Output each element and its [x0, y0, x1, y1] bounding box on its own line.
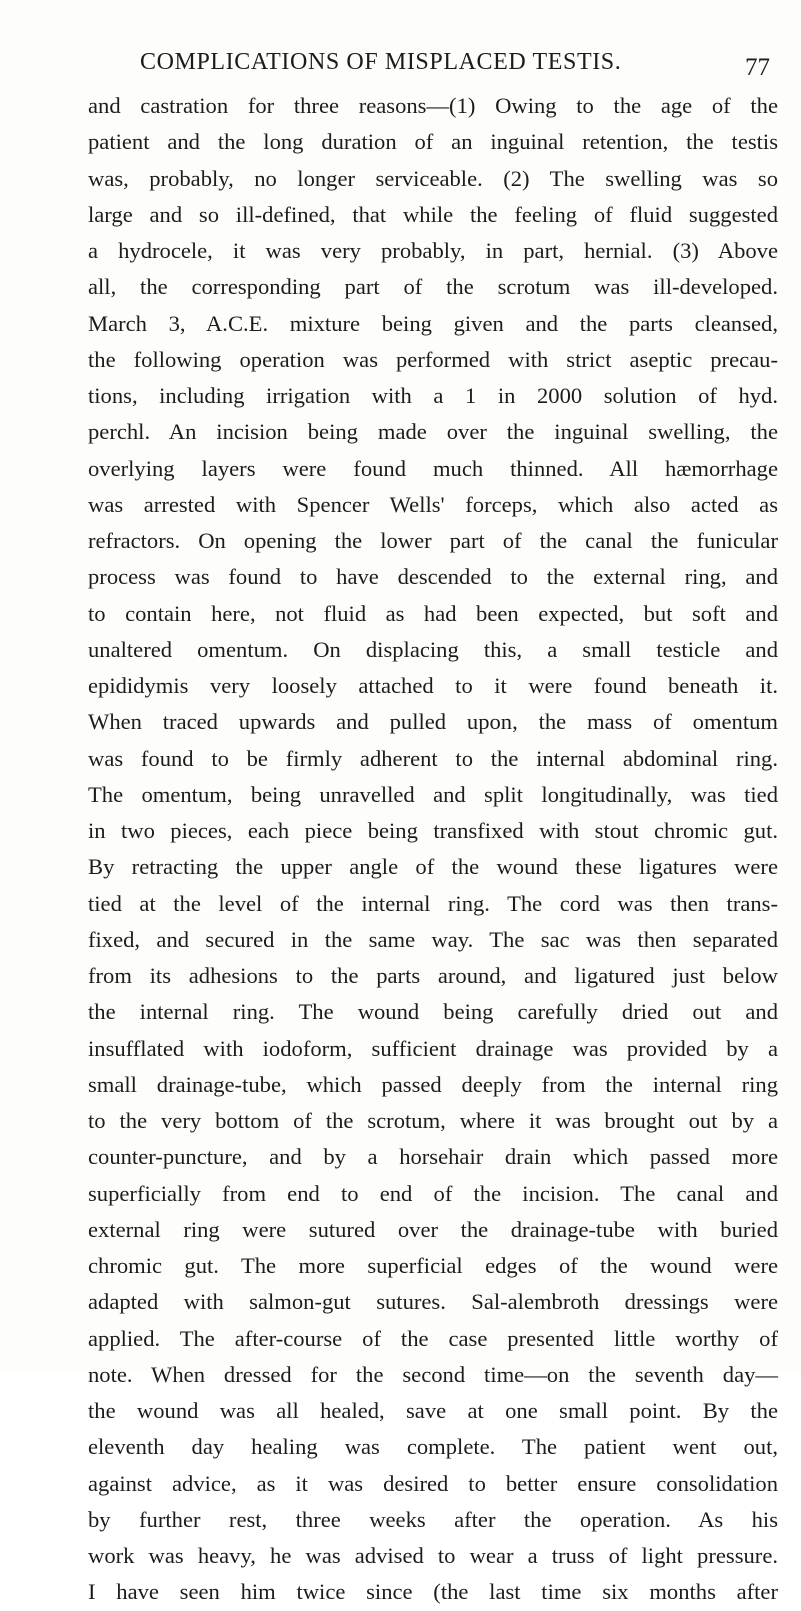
text-line: epididymis very loosely attached to it were found beneath it.: [88, 673, 778, 698]
text-line: small drainage-tube, which passed deeply from the internal ring: [88, 1071, 778, 1097]
text-line: the wound was all healed, save at one small point. By the: [88, 1398, 778, 1423]
text-line: fixed, and secured in the same way. The sac was then separated: [88, 926, 778, 952]
text-line: the internal ring. The wound being carefully dried out and: [88, 999, 778, 1025]
text-line: superficially from end to end of the incision. The canal and: [88, 1180, 778, 1206]
text-line: by further rest, three weeks after the operation. As his: [88, 1506, 778, 1532]
text-line: to contain here, not fluid as had been expected, but soft and: [88, 600, 778, 626]
text-line: and castration for three reasons—(1) Owing to the age of the: [88, 93, 778, 118]
text-line: the following operation was performed with strict aseptic precau-: [88, 346, 778, 372]
text-line: When traced upwards and pulled upon, the mass of omentum: [88, 709, 778, 735]
text-line: external ring were sutured over the drainage-tube with buried: [88, 1216, 778, 1242]
text-line: was arrested with Spencer Wells' forceps, which also acted as: [88, 491, 778, 517]
text-line: note. When dressed for the second time—on the seventh day—: [88, 1361, 778, 1387]
text-line: overlying layers were found much thinned. All hæmorrhage: [88, 455, 778, 481]
text-line: unaltered omentum. On displacing this, a small testicle and: [88, 636, 778, 662]
text-line: to the very bottom of the scrotum, where it was brought out by a: [88, 1108, 778, 1133]
text-line: insufflated with iodoform, sufficient drainage was provided by a: [88, 1035, 778, 1061]
page-number: 77: [745, 54, 770, 81]
text-line: patient and the long duration of an inguinal retention, the testis: [88, 129, 778, 155]
text-line: a hydrocele, it was very probably, in part, hernial. (3) Above: [88, 238, 778, 263]
text-line: March 3, A.C.E. mixture being given and the parts cleansed,: [88, 310, 778, 336]
text-line: was, probably, no longer serviceable. (2) The swelling was so: [88, 165, 778, 191]
text-line: all, the corresponding part of the scrotum was ill-developed.: [88, 274, 778, 300]
text-line: chromic gut. The more superficial edges of the wound were: [88, 1253, 778, 1278]
text-line: refractors. On opening the lower part of the canal the funicular: [88, 528, 778, 553]
text-line: tied at the level of the internal ring. The cord was then trans-: [88, 890, 778, 916]
text-line: was found to be firmly adherent to the internal abdominal ring.: [88, 745, 778, 771]
text-line: large and so ill-defined, that while the feeling of fluid suggested: [88, 201, 778, 227]
text-line: applied. The after-course of the case presented little worthy of: [88, 1325, 778, 1351]
text-line: adapted with salmon-gut sutures. Sal-alembroth dressings were: [88, 1289, 778, 1315]
text-line: work was heavy, he was advised to wear a truss of light pressure.: [88, 1543, 778, 1568]
text-line: in two pieces, each piece being transfixed with stout chromic gut.: [88, 818, 778, 843]
text-line: from its adhesions to the parts around, and ligatured just below: [88, 963, 778, 988]
body-text: [88, 88, 778, 1611]
text-line: tions, including irrigation with a 1 in 2000 solution of hyd.: [88, 383, 778, 408]
text-line: I have seen him twice since (the last time six months after: [88, 1579, 778, 1605]
text-line: against advice, as it was desired to better ensure consolidation: [88, 1470, 778, 1496]
running-title: COMPLICATIONS OF MISPLACED TESTIS.: [140, 49, 622, 75]
text-line: eleventh day healing was complete. The patient went out,: [88, 1434, 778, 1460]
running-head: [88, 44, 778, 80]
text-line: process was found to have descended to the external ring, and: [88, 564, 778, 590]
text-line: The omentum, being unravelled and split longitudinally, was tied: [88, 781, 778, 807]
text-line: By retracting the upper angle of the wound these ligatures were: [88, 854, 778, 880]
text-line: counter-puncture, and by a horsehair drain which passed more: [88, 1144, 778, 1170]
text-line: perchl. An incision being made over the inguinal swelling, the: [88, 419, 778, 445]
